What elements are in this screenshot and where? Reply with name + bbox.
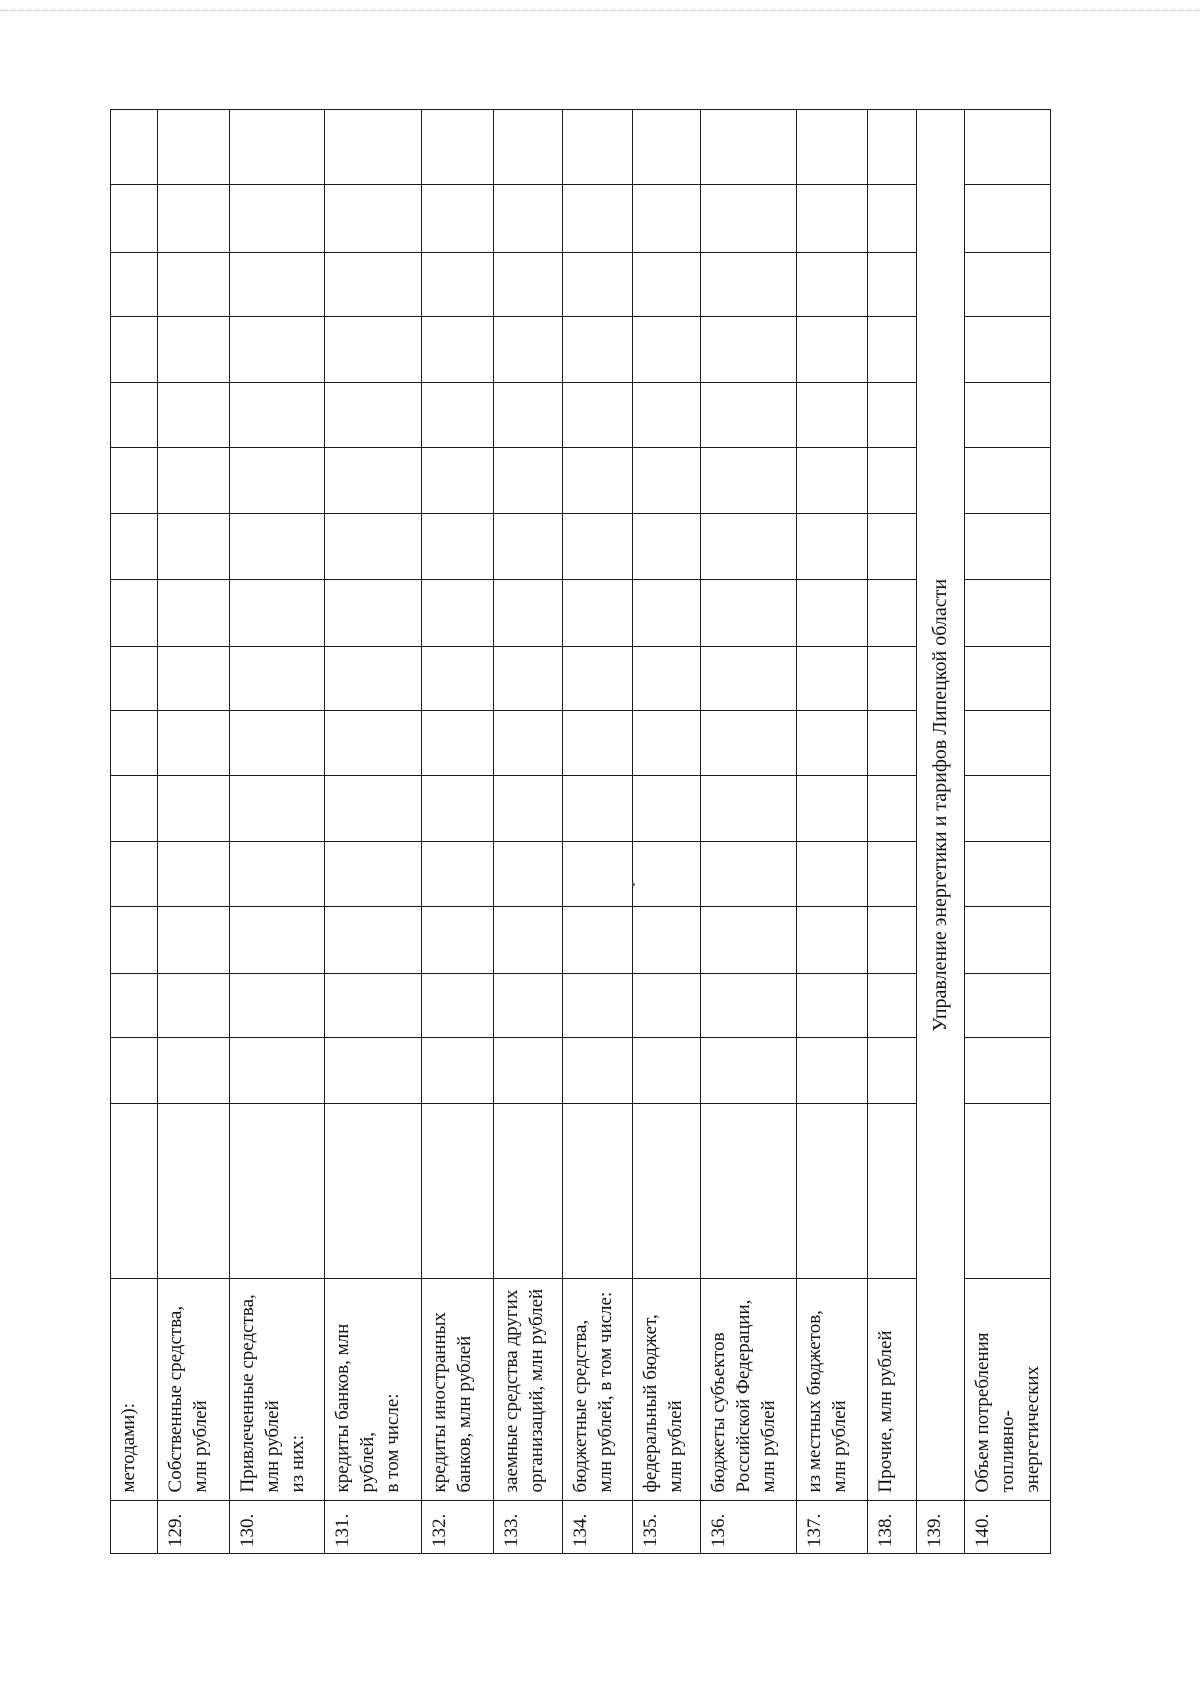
value-cell — [868, 383, 917, 448]
indicator-name: Объем потребления топливно-энергетических — [965, 1279, 1051, 1501]
value-cell — [701, 383, 797, 448]
value-cell — [965, 776, 1051, 842]
value-cell — [230, 974, 325, 1038]
value-cell — [563, 646, 633, 710]
value-cell — [111, 579, 158, 646]
value-cell — [325, 974, 422, 1038]
value-cell — [633, 253, 701, 317]
value-cell — [633, 710, 701, 776]
value-cell — [111, 110, 158, 185]
value-cell — [422, 907, 494, 974]
value-cell — [422, 110, 494, 185]
value-cell — [422, 776, 494, 842]
value-cell — [965, 646, 1051, 710]
value-cell — [797, 907, 868, 974]
value-cell — [422, 513, 494, 579]
value-cell — [868, 513, 917, 579]
value-cell — [111, 513, 158, 579]
value-cell — [158, 185, 230, 253]
value-cell — [230, 110, 325, 185]
value-cell — [965, 974, 1051, 1038]
value-cell — [494, 253, 563, 317]
value-cell — [965, 1038, 1051, 1104]
value-cell — [325, 776, 422, 842]
value-cell — [868, 710, 917, 776]
value-cell — [868, 110, 917, 185]
value-cell — [158, 253, 230, 317]
value-cell — [563, 253, 633, 317]
value-cell — [868, 579, 917, 646]
value-cell — [633, 646, 701, 710]
row-number: 132. — [422, 1501, 494, 1554]
table-row — [917, 110, 965, 1554]
value-cell — [701, 974, 797, 1038]
value-cell — [868, 646, 917, 710]
table-row — [325, 110, 422, 1554]
value-cell — [158, 579, 230, 646]
row-number: 134. — [563, 1501, 633, 1554]
value-cell — [797, 110, 868, 185]
value-cell — [422, 842, 494, 907]
value-cell — [563, 907, 633, 974]
value-cell — [158, 1103, 230, 1278]
value-cell — [797, 974, 868, 1038]
value-cell — [422, 317, 494, 383]
rotated-table-page — [110, 109, 1042, 1554]
value-cell — [868, 253, 917, 317]
table-row — [422, 110, 494, 1554]
value-cell — [563, 317, 633, 383]
value-cell — [422, 185, 494, 253]
value-cell — [158, 383, 230, 448]
value-cell — [494, 513, 563, 579]
row-number: 138. — [868, 1501, 917, 1554]
row-number: 131. — [325, 1501, 422, 1554]
value-cell — [633, 185, 701, 253]
indicator-name: Привлеченные средства, млн рублей из них: — [230, 1279, 325, 1501]
value-cell — [701, 185, 797, 253]
value-cell — [422, 1103, 494, 1278]
value-cell — [797, 776, 868, 842]
value-cell — [868, 1038, 917, 1104]
value-cell — [633, 579, 701, 646]
value-cell — [230, 1038, 325, 1104]
row-number: 135. — [633, 1501, 701, 1554]
value-cell — [965, 907, 1051, 974]
value-cell — [633, 842, 701, 907]
table-body — [111, 110, 1051, 1554]
value-cell — [965, 710, 1051, 776]
value-cell — [701, 253, 797, 317]
table-row — [868, 110, 917, 1554]
value-cell — [230, 317, 325, 383]
value-cell — [701, 842, 797, 907]
row-number: 129. — [158, 1501, 230, 1554]
value-cell — [230, 776, 325, 842]
value-cell — [494, 447, 563, 513]
value-cell — [965, 253, 1051, 317]
value-cell — [325, 579, 422, 646]
value-cell — [111, 447, 158, 513]
value-cell — [422, 447, 494, 513]
value-cell — [494, 185, 563, 253]
value-cell — [701, 710, 797, 776]
value-cell — [797, 185, 868, 253]
value-cell — [325, 383, 422, 448]
value-cell — [158, 974, 230, 1038]
value-cell — [701, 317, 797, 383]
value-cell — [868, 1103, 917, 1278]
value-cell — [965, 383, 1051, 448]
table-row — [701, 110, 797, 1554]
value-cell — [965, 842, 1051, 907]
value-cell — [701, 1103, 797, 1278]
value-cell — [158, 646, 230, 710]
indicator-name: заемные средства других организаций, млн рублей — [494, 1279, 563, 1501]
row-number — [111, 1501, 158, 1554]
value-cell — [111, 317, 158, 383]
value-cell — [111, 1103, 158, 1278]
indicator-name: кредиты банков, млн рублей, в том числе: — [325, 1279, 422, 1501]
value-cell — [158, 513, 230, 579]
value-cell — [797, 447, 868, 513]
table-row — [797, 110, 868, 1554]
value-cell — [230, 447, 325, 513]
row-number: 137. — [797, 1501, 868, 1554]
value-cell — [701, 110, 797, 185]
table-row — [494, 110, 563, 1554]
table-row — [965, 110, 1051, 1554]
value-cell — [158, 110, 230, 185]
value-cell — [797, 317, 868, 383]
value-cell — [422, 253, 494, 317]
value-cell — [965, 110, 1051, 185]
value-cell — [563, 110, 633, 185]
row-number: 130. — [230, 1501, 325, 1554]
value-cell — [325, 513, 422, 579]
value-cell — [633, 907, 701, 974]
value-cell — [325, 185, 422, 253]
value-cell — [422, 579, 494, 646]
value-cell — [965, 579, 1051, 646]
value-cell — [797, 579, 868, 646]
value-cell — [494, 907, 563, 974]
value-cell — [494, 317, 563, 383]
value-cell — [633, 1103, 701, 1278]
value-cell — [868, 842, 917, 907]
value-cell — [563, 185, 633, 253]
value-cell — [230, 579, 325, 646]
value-cell — [868, 185, 917, 253]
value-cell — [797, 842, 868, 907]
value-cell — [111, 842, 158, 907]
value-cell — [422, 646, 494, 710]
indicator-name: бюджеты субъектов Российской Федерации, млн рублей — [701, 1279, 797, 1501]
value-cell — [633, 513, 701, 579]
value-cell — [325, 447, 422, 513]
value-cell — [494, 383, 563, 448]
value-cell — [965, 185, 1051, 253]
value-cell — [494, 842, 563, 907]
value-cell — [111, 907, 158, 974]
value-cell — [230, 842, 325, 907]
indicator-name: федеральный бюджет, млн рублей — [633, 1279, 701, 1501]
indicator-name: бюджетные средства, млн рублей, в том числе: — [563, 1279, 633, 1501]
value-cell — [158, 317, 230, 383]
value-cell — [701, 1038, 797, 1104]
value-cell — [633, 383, 701, 448]
value-cell — [111, 974, 158, 1038]
value-cell — [494, 646, 563, 710]
value-cell — [797, 646, 868, 710]
value-cell — [494, 776, 563, 842]
value-cell — [325, 317, 422, 383]
value-cell — [230, 253, 325, 317]
value-cell — [563, 776, 633, 842]
value-cell — [111, 710, 158, 776]
table-row — [230, 110, 325, 1554]
value-cell — [422, 383, 494, 448]
value-cell — [965, 1103, 1051, 1278]
value-cell — [494, 1103, 563, 1278]
value-cell — [797, 710, 868, 776]
value-cell — [797, 253, 868, 317]
value-cell — [158, 710, 230, 776]
value-cell — [563, 1103, 633, 1278]
value-cell — [563, 842, 633, 907]
value-cell — [325, 1103, 422, 1278]
scan-top-edge — [0, 10, 1200, 11]
value-cell — [111, 1038, 158, 1104]
value-cell — [494, 1038, 563, 1104]
value-cell — [563, 1038, 633, 1104]
investment-sources-table — [110, 109, 1051, 1554]
value-cell — [797, 513, 868, 579]
value-cell — [563, 710, 633, 776]
indicator-name: из местных бюджетов, млн рублей — [797, 1279, 868, 1501]
scan-speck — [632, 883, 635, 886]
value-cell — [701, 646, 797, 710]
value-cell — [633, 447, 701, 513]
value-cell — [111, 185, 158, 253]
value-cell — [111, 776, 158, 842]
value-cell — [494, 710, 563, 776]
value-cell — [494, 974, 563, 1038]
value-cell — [325, 842, 422, 907]
table-row — [633, 110, 701, 1554]
indicator-name: Собственные средства, млн рублей — [158, 1279, 230, 1501]
value-cell — [158, 907, 230, 974]
table-row — [158, 110, 230, 1554]
value-cell — [422, 1038, 494, 1104]
value-cell — [494, 110, 563, 185]
value-cell — [868, 907, 917, 974]
value-cell — [563, 974, 633, 1038]
value-cell — [422, 710, 494, 776]
value-cell — [325, 710, 422, 776]
value-cell — [563, 383, 633, 448]
indicator-name: кредиты иностранных банков, млн рублей — [422, 1279, 494, 1501]
value-cell — [325, 110, 422, 185]
value-cell — [158, 842, 230, 907]
value-cell — [158, 447, 230, 513]
value-cell — [563, 447, 633, 513]
value-cell — [563, 513, 633, 579]
value-cell — [230, 513, 325, 579]
value-cell — [111, 383, 158, 448]
value-cell — [158, 776, 230, 842]
value-cell — [111, 646, 158, 710]
value-cell — [230, 383, 325, 448]
value-cell — [633, 1038, 701, 1104]
value-cell — [965, 447, 1051, 513]
table-row — [563, 110, 633, 1554]
value-cell — [868, 447, 917, 513]
value-cell — [965, 317, 1051, 383]
value-cell — [797, 383, 868, 448]
value-cell — [230, 1103, 325, 1278]
value-cell — [965, 513, 1051, 579]
value-cell — [230, 907, 325, 974]
value-cell — [868, 776, 917, 842]
table-row — [111, 110, 158, 1554]
value-cell — [633, 776, 701, 842]
value-cell — [325, 253, 422, 317]
row-number: 133. — [494, 1501, 563, 1554]
value-cell — [633, 317, 701, 383]
value-cell — [325, 1038, 422, 1104]
row-number: 136. — [701, 1501, 797, 1554]
value-cell — [111, 253, 158, 317]
value-cell — [325, 907, 422, 974]
value-cell — [701, 513, 797, 579]
indicator-name: методами): — [111, 1279, 158, 1501]
value-cell — [158, 1038, 230, 1104]
value-cell — [230, 185, 325, 253]
value-cell — [230, 710, 325, 776]
row-number: 140. — [965, 1501, 1051, 1554]
value-cell — [868, 317, 917, 383]
value-cell — [563, 579, 633, 646]
value-cell — [797, 1103, 868, 1278]
value-cell — [701, 907, 797, 974]
value-cell — [325, 646, 422, 710]
value-cell — [868, 974, 917, 1038]
value-cell — [701, 447, 797, 513]
value-cell — [701, 579, 797, 646]
value-cell — [633, 974, 701, 1038]
indicator-name: Прочие, млн рублей — [868, 1279, 917, 1501]
value-cell — [494, 579, 563, 646]
value-cell — [701, 776, 797, 842]
row-number: 139. — [917, 1501, 965, 1554]
value-cell — [230, 646, 325, 710]
value-cell — [633, 110, 701, 185]
value-cell — [797, 1038, 868, 1104]
section-heading: Управление энергетики и тарифов Липецкой области — [917, 110, 965, 1501]
value-cell — [422, 974, 494, 1038]
